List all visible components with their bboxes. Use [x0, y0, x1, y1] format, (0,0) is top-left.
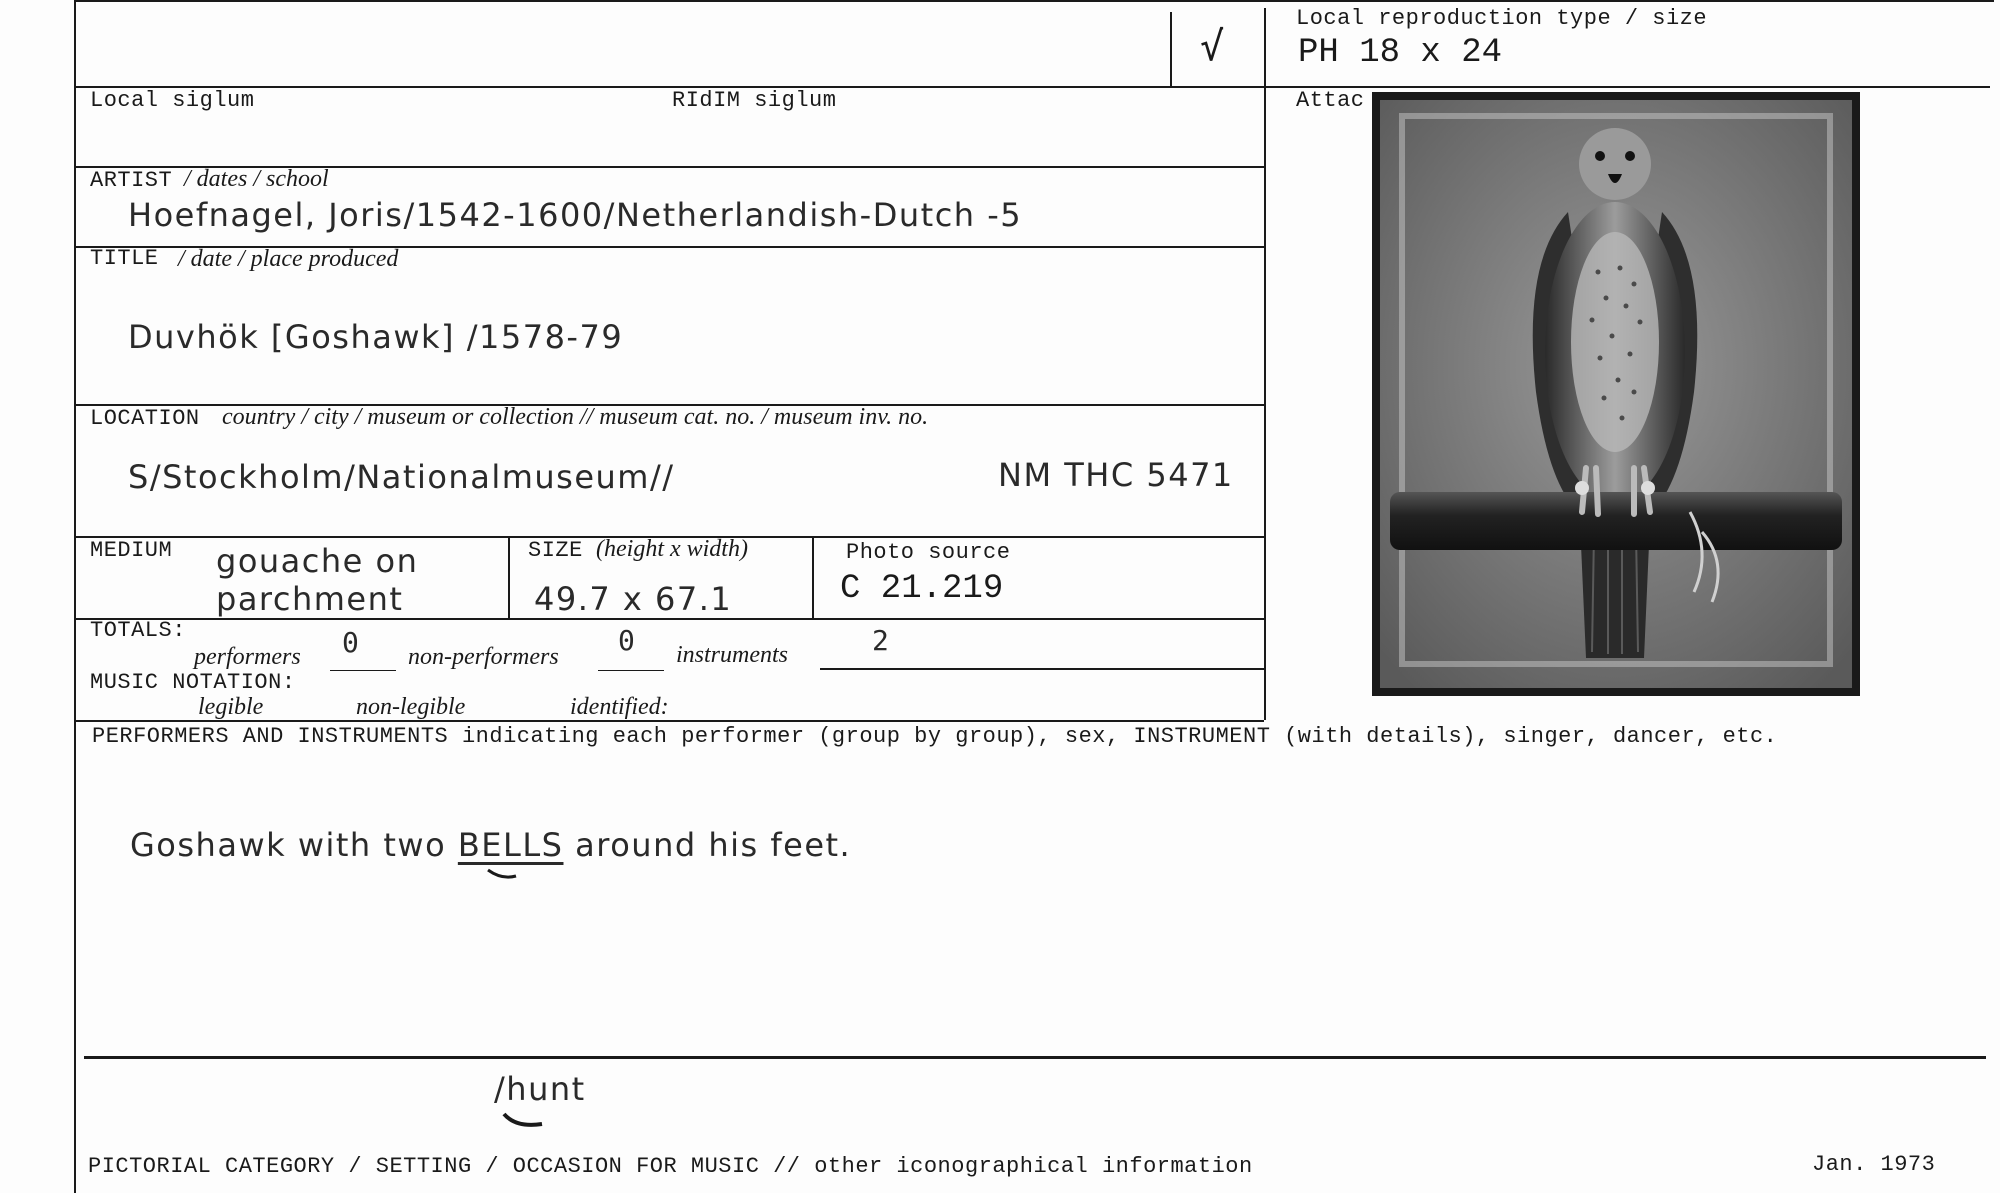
performers-value: 0 — [342, 626, 360, 659]
left-border — [74, 0, 76, 1193]
performers-instruments-heading: PERFORMERS AND INSTRUMENTS — [92, 724, 449, 749]
performers-label: performers — [194, 644, 301, 670]
goshawk-photograph — [1372, 92, 1860, 696]
title-value-main: Duvhök — [128, 318, 271, 356]
medium-size-divider — [508, 536, 510, 618]
performers-instruments-hint: indicating each performer (group by group), sex, INSTRUMENT (with details), singer, dancer, etc. — [461, 724, 1778, 749]
medium-label: MEDIUM — [90, 538, 173, 563]
medium-value-line1: gouache on — [216, 542, 419, 580]
photo-source-value: C 21.219 — [840, 570, 1004, 608]
music-notation-label: MUSIC NOTATION: — [90, 670, 296, 695]
spot — [1604, 296, 1609, 301]
identified-label: identified: — [570, 694, 669, 720]
non-legible-label: non-legible — [356, 694, 466, 720]
spot — [1616, 378, 1621, 383]
spot — [1610, 334, 1615, 339]
title-value-date: /1578-79 — [455, 318, 624, 356]
size-label: SIZE — [528, 538, 583, 563]
check-mark: √ — [1200, 24, 1225, 70]
handwritten-swoosh — [502, 1110, 552, 1134]
right-column-divider — [1264, 8, 1266, 720]
title-value — [128, 318, 623, 356]
spot — [1602, 396, 1607, 401]
spot — [1638, 320, 1643, 325]
size-photo-divider — [812, 536, 814, 618]
performers-description-start: Goshawk with two — [130, 826, 458, 864]
perch-bar — [1390, 492, 1842, 550]
performers-description-end: around his feet. — [563, 826, 852, 864]
size-label-rest: (height x width) — [596, 536, 748, 562]
rule-before-category — [84, 1056, 1986, 1059]
ridim-siglum-label: RIdIM siglum — [672, 88, 837, 113]
hawk-left-eye — [1595, 151, 1605, 161]
non-performers-label: non-performers — [408, 644, 559, 670]
performers-instruments-label — [92, 724, 1777, 749]
attach-label: Attac — [1296, 88, 1365, 113]
rule-after-totals — [820, 668, 1264, 670]
swoosh-stroke — [504, 1114, 542, 1125]
legible-label: legible — [198, 694, 264, 720]
spot — [1632, 282, 1637, 287]
medium-value-line2: parchment — [216, 580, 404, 618]
tick-stroke — [488, 870, 516, 877]
category-value: /hunt — [494, 1070, 586, 1108]
rule-after-medium — [74, 618, 1264, 620]
non-performers-blank — [598, 670, 664, 671]
location-label-rest: country / city / museum or collection // museum cat. no. / museum inv. no. — [222, 404, 929, 430]
title-label: TITLE — [90, 246, 159, 271]
inventory-number: NM THC 5471 — [998, 456, 1234, 494]
spot — [1598, 356, 1603, 361]
hawk-right-eye — [1625, 151, 1635, 161]
size-value: 49.7 x 67.1 — [534, 580, 733, 618]
spot — [1618, 266, 1623, 271]
instruments-label: instruments — [676, 642, 789, 668]
card-date: Jan. 1973 — [1812, 1152, 1936, 1177]
title-label-rest: / date / place produced — [178, 246, 399, 272]
category-label — [88, 1154, 1253, 1179]
spot — [1624, 304, 1629, 309]
title-value-bracket: [Goshawk] — [270, 318, 456, 356]
check-divider — [1170, 12, 1172, 86]
artist-value: Hoefnagel, Joris/1542-1600/Netherlandish-Dutch -5 — [128, 196, 1023, 234]
local-siglum-label: Local siglum — [90, 88, 255, 113]
photo-source-label: Photo source — [846, 540, 1011, 565]
spot — [1590, 318, 1595, 323]
location-label: LOCATION — [90, 406, 200, 431]
category-heading: PICTORIAL CATEGORY / SETTING / OCCASION FOR MUSIC // — [88, 1154, 801, 1179]
performers-blank — [330, 670, 396, 671]
hawk-breast — [1571, 232, 1659, 452]
spot — [1632, 390, 1637, 395]
rule-after-top — [74, 86, 1990, 88]
location-value: S/Stockholm/Nationalmuseum// — [128, 458, 675, 496]
handwritten-tick-mark — [486, 864, 526, 884]
repro-label: Local reproduction type / size — [1296, 6, 1708, 31]
spot — [1628, 352, 1633, 357]
instruments-value: 2 — [872, 624, 890, 657]
hawk-head — [1579, 128, 1651, 200]
top-border — [74, 0, 1994, 2]
bells-keyword: BELLS — [457, 826, 564, 864]
artist-label-rest: / dates / school — [184, 166, 329, 192]
totals-label: TOTALS: — [90, 618, 186, 643]
right-bell — [1641, 481, 1655, 495]
left-bell — [1575, 481, 1589, 495]
repro-value: PH 18 x 24 — [1298, 34, 1503, 72]
non-performers-value: 0 — [618, 624, 636, 657]
spot — [1596, 270, 1601, 275]
artist-label: ARTIST — [90, 168, 173, 193]
spot — [1620, 416, 1625, 421]
category-hint: other iconographical information — [814, 1154, 1253, 1179]
performers-description — [130, 826, 851, 864]
